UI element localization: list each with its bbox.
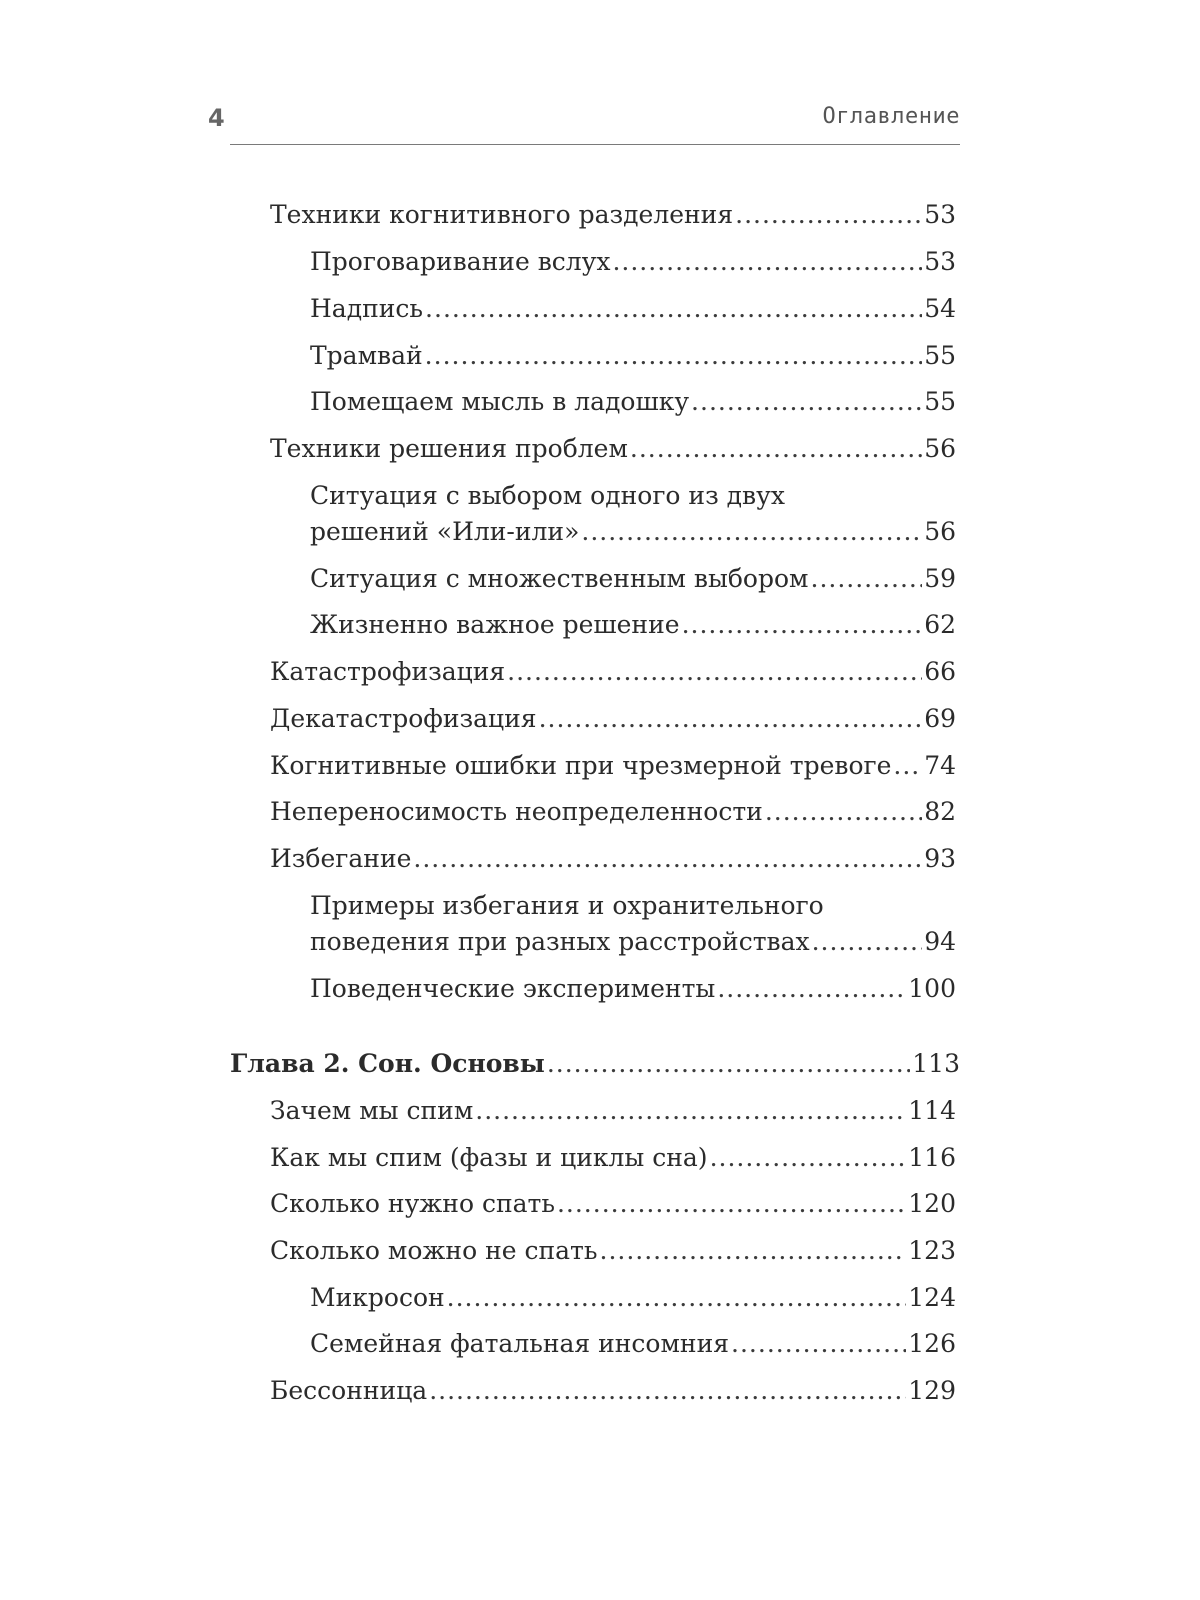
dot-leader — [539, 701, 923, 737]
toc-entry-page: 56 — [924, 434, 956, 463]
toc-entry-title: Ситуация с множественным выбором — [310, 564, 809, 593]
toc-entry-title: Жизненно важное решение — [310, 610, 680, 639]
toc-entry[interactable] — [270, 654, 956, 690]
dot-leader — [425, 338, 923, 374]
toc-entry[interactable] — [270, 701, 956, 737]
toc-entry-page: 100 — [908, 974, 956, 1003]
toc-entry-title: Сколько можно не спать — [270, 1236, 598, 1265]
dot-leader — [425, 291, 922, 327]
dot-leader — [581, 514, 922, 550]
toc-entry-page: 123 — [908, 1236, 956, 1265]
dot-leader — [557, 1186, 906, 1222]
toc-entry-page: 93 — [924, 844, 956, 873]
toc-entry-title: Техники когнитивного разделения — [270, 200, 734, 229]
dot-leader — [717, 971, 906, 1007]
toc-entry-page: 59 — [924, 564, 956, 593]
toc-entry-page: 124 — [908, 1283, 956, 1312]
toc-entry-page: 126 — [908, 1329, 956, 1358]
dot-leader — [735, 197, 922, 233]
toc-entry-page: 114 — [908, 1096, 956, 1125]
dot-leader — [682, 607, 923, 643]
toc-entry[interactable] — [310, 924, 956, 960]
toc-chapter-title: Глава 2. Сон. Основы — [230, 1049, 545, 1078]
toc-entry-title: Сколько нужно спать — [270, 1189, 555, 1218]
toc-entry[interactable] — [310, 384, 956, 420]
toc-entry-page: 54 — [924, 294, 956, 323]
toc-entry-page: 120 — [908, 1189, 956, 1218]
toc-entry-page: 66 — [924, 657, 956, 686]
dot-leader — [429, 1373, 906, 1409]
toc-entry-title: Помещаем мысль в ладошку — [310, 387, 690, 416]
dot-leader — [812, 924, 923, 960]
toc-entry[interactable] — [270, 841, 956, 877]
toc-entry-title: Семейная фатальная инсомния — [310, 1329, 730, 1358]
toc-entry[interactable] — [310, 971, 956, 1007]
running-header — [208, 102, 960, 145]
toc-entry[interactable] — [270, 431, 956, 467]
dot-leader — [893, 748, 922, 784]
toc-entry-title: Зачем мы спим — [270, 1096, 474, 1125]
toc-entry-page: 82 — [924, 797, 956, 826]
toc-entry[interactable] — [310, 244, 956, 280]
dot-leader — [731, 1326, 906, 1362]
toc-entry-title: Надпись — [310, 294, 424, 323]
dot-leader — [413, 841, 922, 877]
toc-entry-page: 55 — [924, 341, 956, 370]
toc-entry-title: Техники решения проблем — [270, 434, 628, 463]
dot-leader — [475, 1093, 906, 1129]
toc-entry[interactable] — [270, 1373, 956, 1409]
dot-leader — [547, 1046, 910, 1082]
toc-entry[interactable] — [310, 514, 956, 550]
toc-entry[interactable] — [270, 197, 956, 233]
running-title: Оглавление — [822, 104, 960, 129]
toc-entry[interactable] — [310, 1326, 956, 1362]
toc-entry-title: Как мы спим (фазы и циклы сна) — [270, 1143, 708, 1172]
toc-entry-page: 53 — [924, 247, 956, 276]
toc-entry-title: Когнитивные ошибки при чрезмерной тревоге — [270, 751, 892, 780]
toc-entry-page: 53 — [924, 200, 956, 229]
toc-chapter-entry[interactable] — [230, 1046, 960, 1082]
toc-entry-page: 69 — [924, 704, 956, 733]
toc-entry[interactable] — [270, 1186, 956, 1222]
toc-entry[interactable] — [270, 1233, 956, 1269]
dot-leader — [612, 244, 922, 280]
dot-leader — [507, 654, 922, 690]
toc-entry[interactable] — [310, 338, 956, 374]
toc-entry[interactable] — [310, 607, 956, 643]
toc-entry[interactable] — [310, 561, 956, 597]
toc-entry-page: 116 — [908, 1143, 956, 1172]
toc-entry-page: 55 — [924, 387, 956, 416]
toc-entry-page: 62 — [924, 610, 956, 639]
toc-entry-title: поведения при разных расстройствах — [310, 927, 810, 956]
dot-leader — [600, 1233, 907, 1269]
toc-entry[interactable] — [270, 794, 956, 830]
toc-entry-title: Трамвай — [310, 341, 423, 370]
toc-entry-title-line1: Ситуация с выбором одного из двух — [310, 481, 785, 510]
toc-entry-title: решений «Или-или» — [310, 517, 580, 546]
dot-leader — [811, 561, 923, 597]
toc-entry-title: Катастрофизация — [270, 657, 506, 686]
toc-entry-title: Декатастрофизация — [270, 704, 537, 733]
toc-entry[interactable] — [270, 748, 956, 784]
toc-entry[interactable] — [310, 291, 956, 327]
toc-entry-title: Проговаривание вслух — [310, 247, 611, 276]
toc-entry-page: 56 — [924, 517, 956, 546]
toc-entry-title: Избегание — [270, 844, 412, 873]
dot-leader — [765, 794, 922, 830]
dot-leader — [630, 431, 922, 467]
toc-entry-title-line1: Примеры избегания и охранительного — [310, 891, 824, 920]
toc-entry-page: 113 — [912, 1049, 960, 1078]
dot-leader — [710, 1140, 907, 1176]
toc-entry[interactable] — [310, 1280, 956, 1316]
toc-entry-title: Бессонница — [270, 1376, 428, 1405]
toc-entry-page: 74 — [924, 751, 956, 780]
toc-entry-title: Микросон — [310, 1283, 445, 1312]
toc-entry-title: Непереносимость неопределенности — [270, 797, 763, 826]
toc-entry-page: 129 — [908, 1376, 956, 1405]
toc-entry[interactable] — [270, 1093, 956, 1129]
toc-entry-page: 94 — [924, 927, 956, 956]
toc-entry-title: Поведенческие эксперименты — [310, 974, 716, 1003]
dot-leader — [691, 384, 922, 420]
dot-leader — [447, 1280, 907, 1316]
toc-entry[interactable] — [270, 1140, 956, 1176]
page-number: 4 — [208, 104, 225, 132]
